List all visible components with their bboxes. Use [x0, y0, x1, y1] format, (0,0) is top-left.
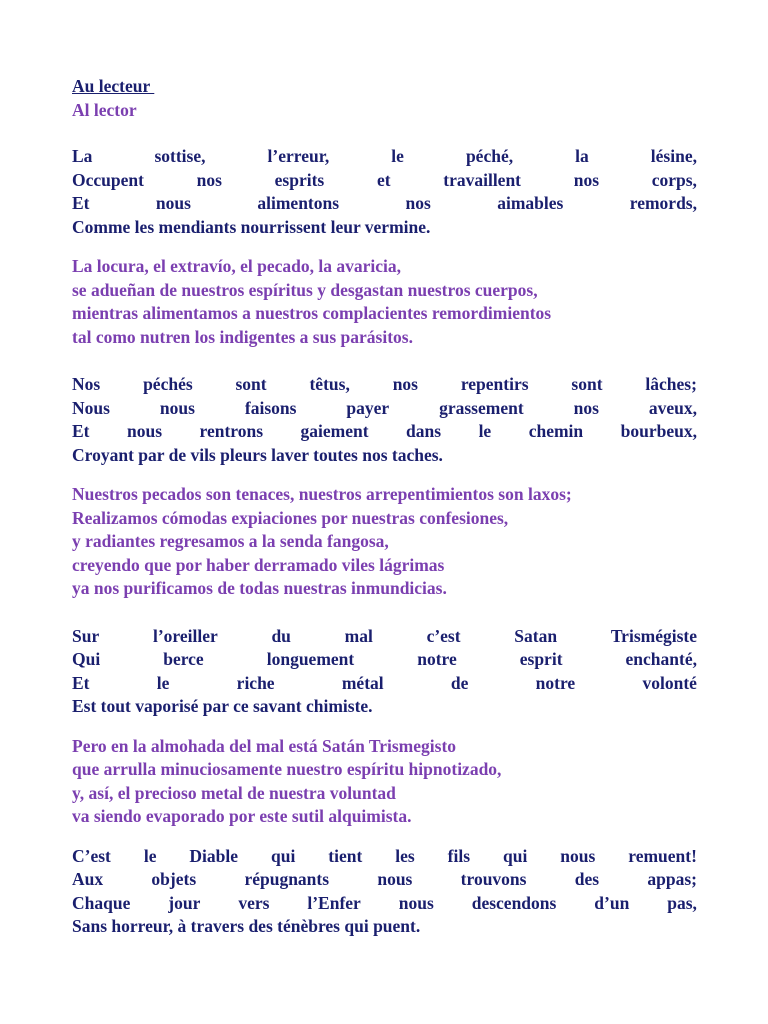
verse-line: y radiantes regresamos a la senda fangosa,: [72, 531, 389, 551]
verse-line: se adueñan de nuestros espíritus y desgastan nuestros cuerpos,: [72, 279, 538, 300]
verse-line: Et nous rentrons gaiement dans le chemin bourbeux,: [72, 421, 697, 441]
verse-line: va siendo evaporado por este sutil alquimista.: [72, 806, 412, 826]
spacer: [72, 349, 697, 373]
verse-line: La locura, el extravío, el pecado, la avaricia,: [72, 256, 402, 276]
stanza-french: [72, 625, 697, 719]
stanza-french: [72, 145, 697, 239]
title-french: Au lecteur: [72, 76, 155, 96]
verse-line: Sur l’oreiller du mal c’est Satan Trismégiste: [72, 625, 697, 646]
verse-line: y, así, el precioso metal de nuestra voluntad: [72, 782, 396, 803]
stanza-spanish: [72, 255, 697, 349]
verse-line: mientras alimentamos a nuestros complacientes remordimientos: [72, 303, 552, 323]
stanza-french: [72, 845, 697, 939]
spacer: [72, 829, 697, 845]
verse-line: creyendo que por haber derramado viles lágrimas: [72, 554, 445, 575]
verse-line: Chaque jour vers l’Enfer nous descendons d’un pas,: [72, 892, 697, 913]
poem-body: [72, 145, 697, 939]
poem-page: [72, 75, 697, 939]
verse-line: Et le riche métal de notre volonté: [72, 672, 697, 693]
verse-line: Comme les mendiants nourrissent leur vermine.: [72, 216, 431, 237]
verse-line: que arrulla minuciosamente nuestro espíritu hipnotizado,: [72, 759, 502, 779]
verse-line: ya nos purificamos de todas nuestras inmundicias.: [72, 578, 447, 598]
verse-line: tal como nutren los indigentes a sus parásitos.: [72, 326, 413, 347]
verse-line: Nos péchés sont têtus, nos repentirs sont lâches;: [72, 374, 697, 394]
verse-line: Occupent nos esprits et travaillent nos corps,: [72, 169, 697, 190]
spacer: [72, 467, 697, 483]
verse-line: C’est le Diable qui tient les fils qui nous remuent!: [72, 845, 697, 866]
verse-line: Sans horreur, à travers des ténèbres qui puent.: [72, 916, 421, 936]
verse-line: Nuestros pecados son tenaces, nuestros arrepentimientos son laxos;: [72, 484, 572, 504]
spacer: [72, 122, 697, 145]
verse-line: La sottise, l’erreur, le péché, la lésine,: [72, 146, 697, 166]
stanza-spanish: [72, 483, 697, 601]
verse-line: Aux objets répugnants nous trouvons des appas;: [72, 869, 697, 889]
verse-line: Pero en la almohada del mal está Satán Trismegisto: [72, 735, 457, 756]
spacer: [72, 719, 697, 735]
verse-line: Qui berce longuement notre esprit enchanté,: [72, 649, 697, 669]
stanza-french: [72, 373, 697, 467]
stanza-spanish: [72, 735, 697, 829]
verse-line: Nous nous faisons payer grassement nos aveux,: [72, 397, 697, 418]
title-spanish: Al lector: [72, 99, 137, 120]
verse-line: Est tout vaporisé par ce savant chimiste.: [72, 696, 373, 716]
verse-line: Et nous alimentons nos aimables remords,: [72, 193, 697, 213]
spacer: [72, 239, 697, 255]
spacer: [72, 601, 697, 625]
verse-line: Realizamos cómodas expiaciones por nuestras confesiones,: [72, 507, 509, 528]
verse-line: Croyant par de vils pleurs laver toutes nos taches.: [72, 444, 443, 465]
